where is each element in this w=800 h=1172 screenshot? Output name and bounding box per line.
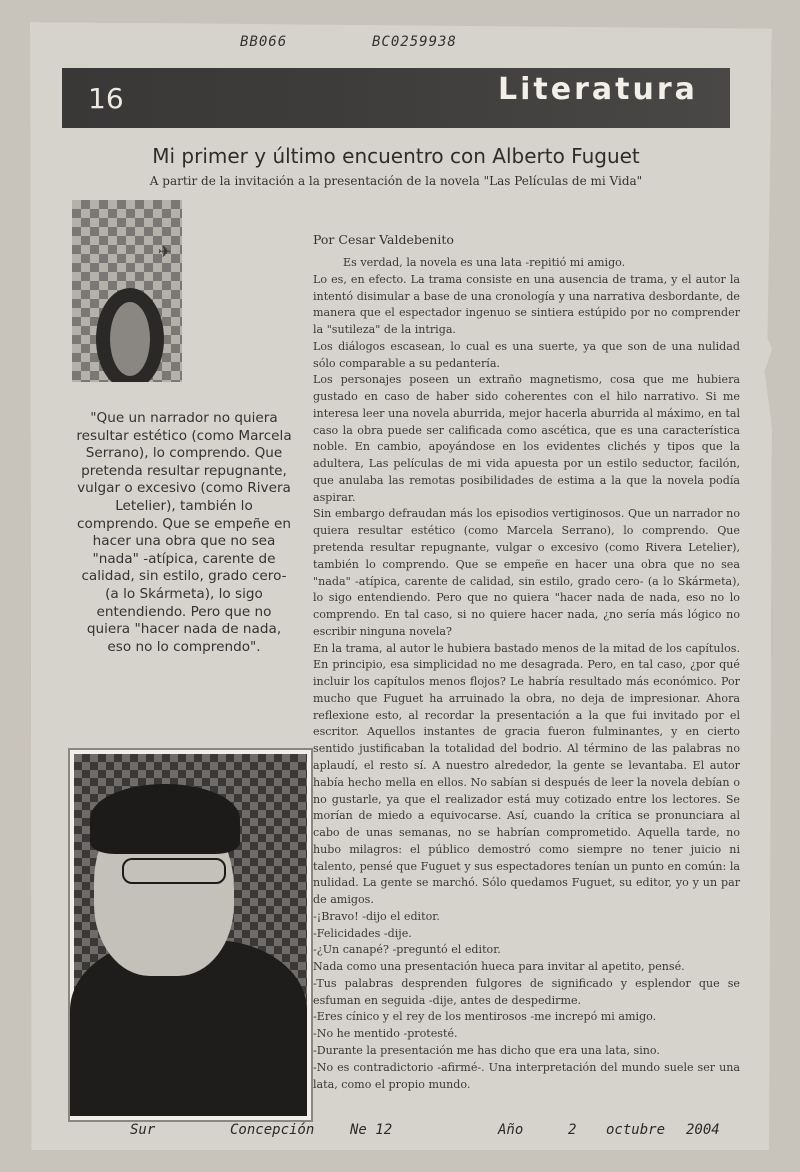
handwritten-source-note bbox=[130, 1122, 750, 1146]
paragraph: Es verdad, la novela es una lata -repitió mi amigo. bbox=[343, 256, 626, 269]
paragraph: Los diálogos escasean, lo cual es una suerte, ya que son de una nulidad sólo comparable a su pedantería. bbox=[313, 339, 740, 370]
paragraph: En la trama, al autor le hubiera bastado menos de la mitad de los capítulos. En principio, esa simplicidad no me desagrada. Pero, en tal caso, ¿por qué incluir los capítulos menos flojos? Le habría resultado más económico. Por mucho que Fuguet ha arruinado la obra, no deja de impresionar. Ahora reflexione esto, al recordar la presentación a la que fui invitado por el escritor. Aquellos instantes de gracia fueron fulminantes, y en cierto sentido justificaban la totalidad del bodrio. Al término de las palabras no aplaudí, el resto sí. A nuestro alrededor, la gente se levantaba. El autor había hecho mella en ellos. No sabían si después de leer la novela debían o no gustarle, ya que el realizador está muy cotizado entre los lectores. Se morían de miedo a equivocarse. Así, cuando la crítica se pronunciara al cabo de unas semanas, no se habrían comprometido. Aquella tarde, no hubo milagros: el público demostró como siempre no tener juicio ni talento, pensé que Fuguet y sus espectadores tenían un punto en común: la nulidad. La gente se marchó. Sólo quedamos Fuguet, su editor, yo y un par de amigos. bbox=[313, 641, 740, 907]
paragraph: -No he mentido -protesté. bbox=[313, 1027, 458, 1041]
article-subtitle: A partir de la invitación a la presentación de la novela "Las Películas de mi Vida" bbox=[149, 174, 643, 188]
source-name: Sur bbox=[130, 1122, 156, 1138]
glasses-icon bbox=[122, 858, 226, 884]
paragraph: -¡Bravo! -dijo el editor. bbox=[313, 909, 440, 923]
paragraph: -¿Un canapé? -preguntó el editor. bbox=[313, 943, 501, 957]
date-year: 2004 bbox=[686, 1122, 720, 1138]
author-photo bbox=[68, 748, 313, 1122]
pull-quote: "Que un narrador no quiera resultar estético (como Marcela Serrano), lo comprendo. Que pretenda resultar repugnante, vulgar o excesivo (como Rivera Letelier), también lo comprendo. Que se empeñe en hacer una obra que no sea "nada" -atípica, carente de calidad, sin estilo, grado cero- (a lo Skármeta), lo sigo entendiendo. Pero que no quiera "hacer nada de nada, eso no lo comprendo". bbox=[76, 410, 292, 655]
date-month: octubre bbox=[606, 1122, 666, 1138]
archive-code-right: BC0259938 bbox=[372, 34, 457, 50]
photo-hair bbox=[90, 784, 240, 854]
paragraph: Lo es, en efecto. La trama consiste en una ausencia de trama, y el autor la intentó disimular a base de una cronología y una narrativa desbordante, de manera que el espectador ingenuo se sintiera estúpido por no comprender la "sutileza" de la intriga. bbox=[313, 272, 740, 337]
source-city: Concepción bbox=[230, 1122, 315, 1138]
paragraph: Los personajes poseen un extraño magnetismo, cosa que me hubiera gustado en caso de haber sido coherentes con el hilo narrativo. Si me interesa leer una novela aburrida, mejor hacerla aburrida al máximo, en tal caso la obra puede ser calificada como ascética, que es una característica noble. En cambio, apoyándose en los evidentes clichés y tipos que la adultera, Las películas de mi vida apuesta por un estilo seductor, facilón, que anulaba las remotas posibilidades de estima a la que la novela podía aspirar. bbox=[313, 373, 740, 504]
date-day: 2 bbox=[568, 1122, 577, 1138]
article-title: Mi primer y último encuentro con Alberto Fuguet bbox=[152, 144, 640, 168]
airplane-icon: ✈ bbox=[158, 242, 172, 261]
illustration-image bbox=[72, 200, 182, 382]
byline: Por Cesar Valdebenito bbox=[313, 232, 454, 247]
section-title: Literatura bbox=[498, 72, 698, 107]
year-label: Año bbox=[498, 1122, 524, 1138]
paragraph: -Eres cínico y el rey de los mentirosos -me increpó mi amigo. bbox=[313, 1010, 657, 1024]
paragraph: -Durante la presentación me has dicho que era una lata, sino. bbox=[313, 1043, 660, 1057]
paragraph: -Felicidades -dije. bbox=[313, 926, 412, 940]
paragraph: Sin embargo defraudan más los episodios vertiginosos. Que un narrador no quiera resultar estético (como Marcela Serrano), lo comprendo. Que pretenda resultar repugnante, vulgar o excesivo (como Rivera Letelier), también lo comprendo. Que se empeñe en hacer una obra que no sea "nada" -atípica, carente de calidad, sin estilo, grado cero- (a lo Skármeta), lo sigo entendiendo. Pero que no quiera "hacer nada de nada, eso no lo comprendo. En tal caso, si no quiere hacer nada, ¿no sería más lógico no escribir ninguna novela? bbox=[313, 507, 740, 638]
paragraph: Nada como una presentación hueca para invitar al apetito, pensé. bbox=[313, 960, 685, 974]
paragraph: -No es contradictorio -afirmé-. Una interpretación del mundo suele ser una lata, como el propio mundo. bbox=[313, 1060, 740, 1091]
article-body bbox=[313, 255, 740, 1093]
paragraph: -Tus palabras desprenden fulgores de significado y esplendor que se esfuman en seguida -dije, antes de despedirme. bbox=[313, 976, 740, 1007]
page-number: 16 bbox=[88, 82, 124, 115]
archive-code-left: BB066 bbox=[240, 34, 288, 50]
source-number: Ne 12 bbox=[350, 1122, 393, 1138]
illustration-letter-shape bbox=[96, 288, 164, 382]
